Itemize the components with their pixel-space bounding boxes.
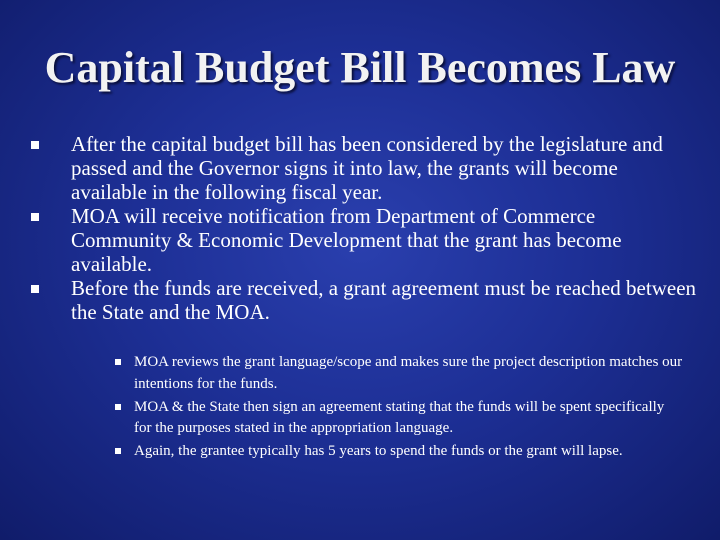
sub-bullet-item bbox=[113, 352, 683, 395]
square-bullet-icon bbox=[31, 285, 39, 293]
bullet-text: MOA will receive notification from Department of Commerce Community & Economic Development that the grant has become available. bbox=[71, 204, 622, 276]
bullet-item bbox=[28, 204, 698, 276]
bullet-text: Before the funds are received, a grant agreement must be reached between the State and the MOA. bbox=[71, 276, 697, 324]
square-bullet-icon bbox=[115, 359, 121, 365]
sub-bullet-text: Again, the grantee typically has 5 years to spend the funds or the grant will lapse. bbox=[134, 443, 623, 459]
sub-bullet-text: MOA reviews the grant language/scope and makes sure the project description matches our intentions for the funds. bbox=[134, 354, 683, 392]
bullet-item bbox=[28, 276, 698, 324]
sub-bullet-item bbox=[113, 397, 683, 440]
square-bullet-icon bbox=[31, 141, 39, 149]
slide-title: Capital Budget Bill Becomes Law bbox=[44, 43, 676, 92]
square-bullet-icon bbox=[115, 404, 121, 410]
square-bullet-icon bbox=[115, 448, 121, 454]
sub-bullet-item bbox=[113, 441, 683, 463]
bullet-text: After the capital budget bill has been considered by the legislature and passed and the Governor signs it into law, the grants will become available in the following fiscal year. bbox=[71, 132, 663, 204]
sub-bullet-list bbox=[113, 352, 683, 464]
square-bullet-icon bbox=[31, 213, 39, 221]
bullet-item bbox=[28, 132, 698, 204]
sub-bullet-text: MOA & the State then sign an agreement stating that the funds will be spent specifically for the purposes stated in the appropriation language. bbox=[134, 398, 665, 436]
bullet-list bbox=[28, 132, 698, 324]
